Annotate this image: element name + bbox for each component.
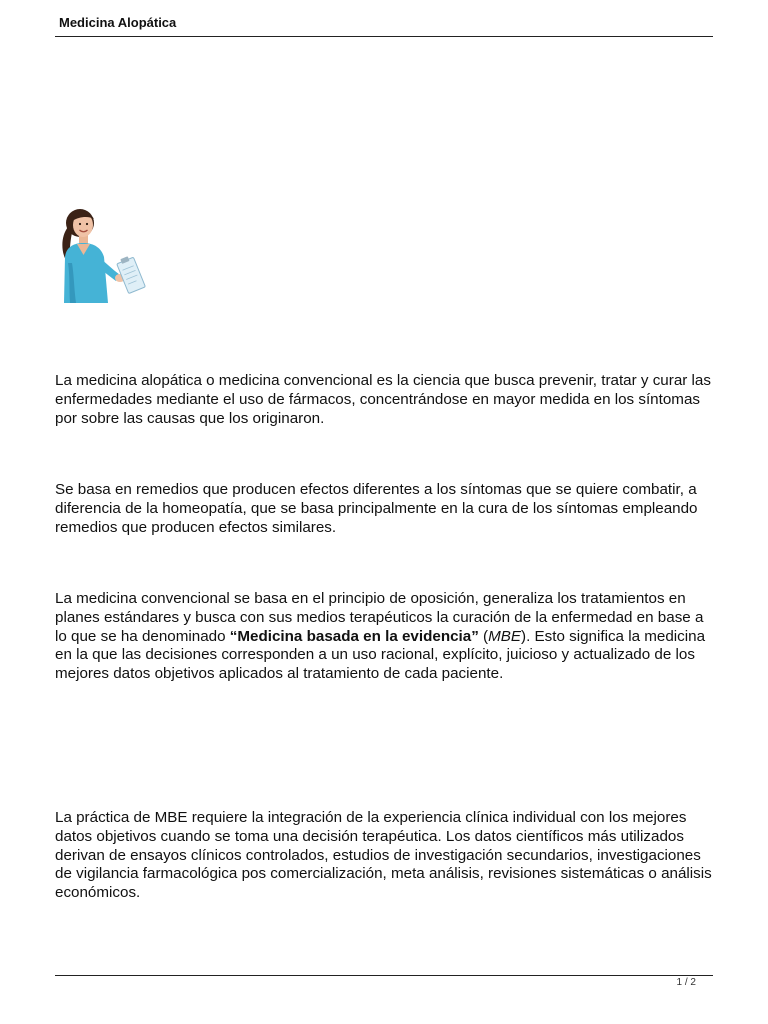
eye-right [86,223,88,225]
document-title: Medicina Alopática [59,15,177,30]
paragraph-mbe-practice: La práctica de MBE requiere la integración de la experiencia clínica individual con los mejores datos objetivos cuando se toma una decisión terapéutica. Los datos científicos más utilizados derivan de ensayos clínicos controlados, estudios de investigación secundarios, investigaciones de vigilancia farmacológica pos comercialización, meta análisis, revisiones sistemáticas o análisis económicos. [55,809,712,902]
clipboard [116,254,146,293]
paragraph-evidence-based [55,590,717,684]
paragraph-definition: La medicina alopática o medicina convencional es la ciencia que busca prevenir, tratar y curar las enfermedades mediante el uso de fármacos, concentrándose en mayor medida en los síntomas por sobre las causas que los originaron. [55,372,711,427]
eye-left [79,223,81,225]
mbe-abbreviation: MBE [488,627,522,645]
paragraph-evidence-rest: ). Esto significa la medicina en la que las decisiones corresponden a un uso racional, explícito, juicioso y actualizado de los mejores datos objetivos aplicados al tratamiento de cada paciente. [55,627,706,683]
paren-open: ( [478,627,489,645]
footer-divider [55,975,713,976]
page-header [55,14,713,37]
nurse-illustration-icon [56,203,151,303]
page-number: 1 / 2 [676,977,696,988]
evidence-based-medicine-term: “Medicina basada en la evidencia” [229,627,479,645]
paragraph-remedies: Se basa en remedios que producen efectos diferentes a los síntomas que se quiere combatir, a diferencia de la homeopatía, que se basa principalmente en la cura de los síntomas empleando remedios que producen efectos similares. [55,481,698,536]
paragraph-evidence-intro: La medicina convencional se basa en el principio de oposición, generaliza los tratamientos en planes estándares y busca con sus medios terapéuticos la curación de la enfermedad en base a lo que se ha denominado [55,590,704,645]
